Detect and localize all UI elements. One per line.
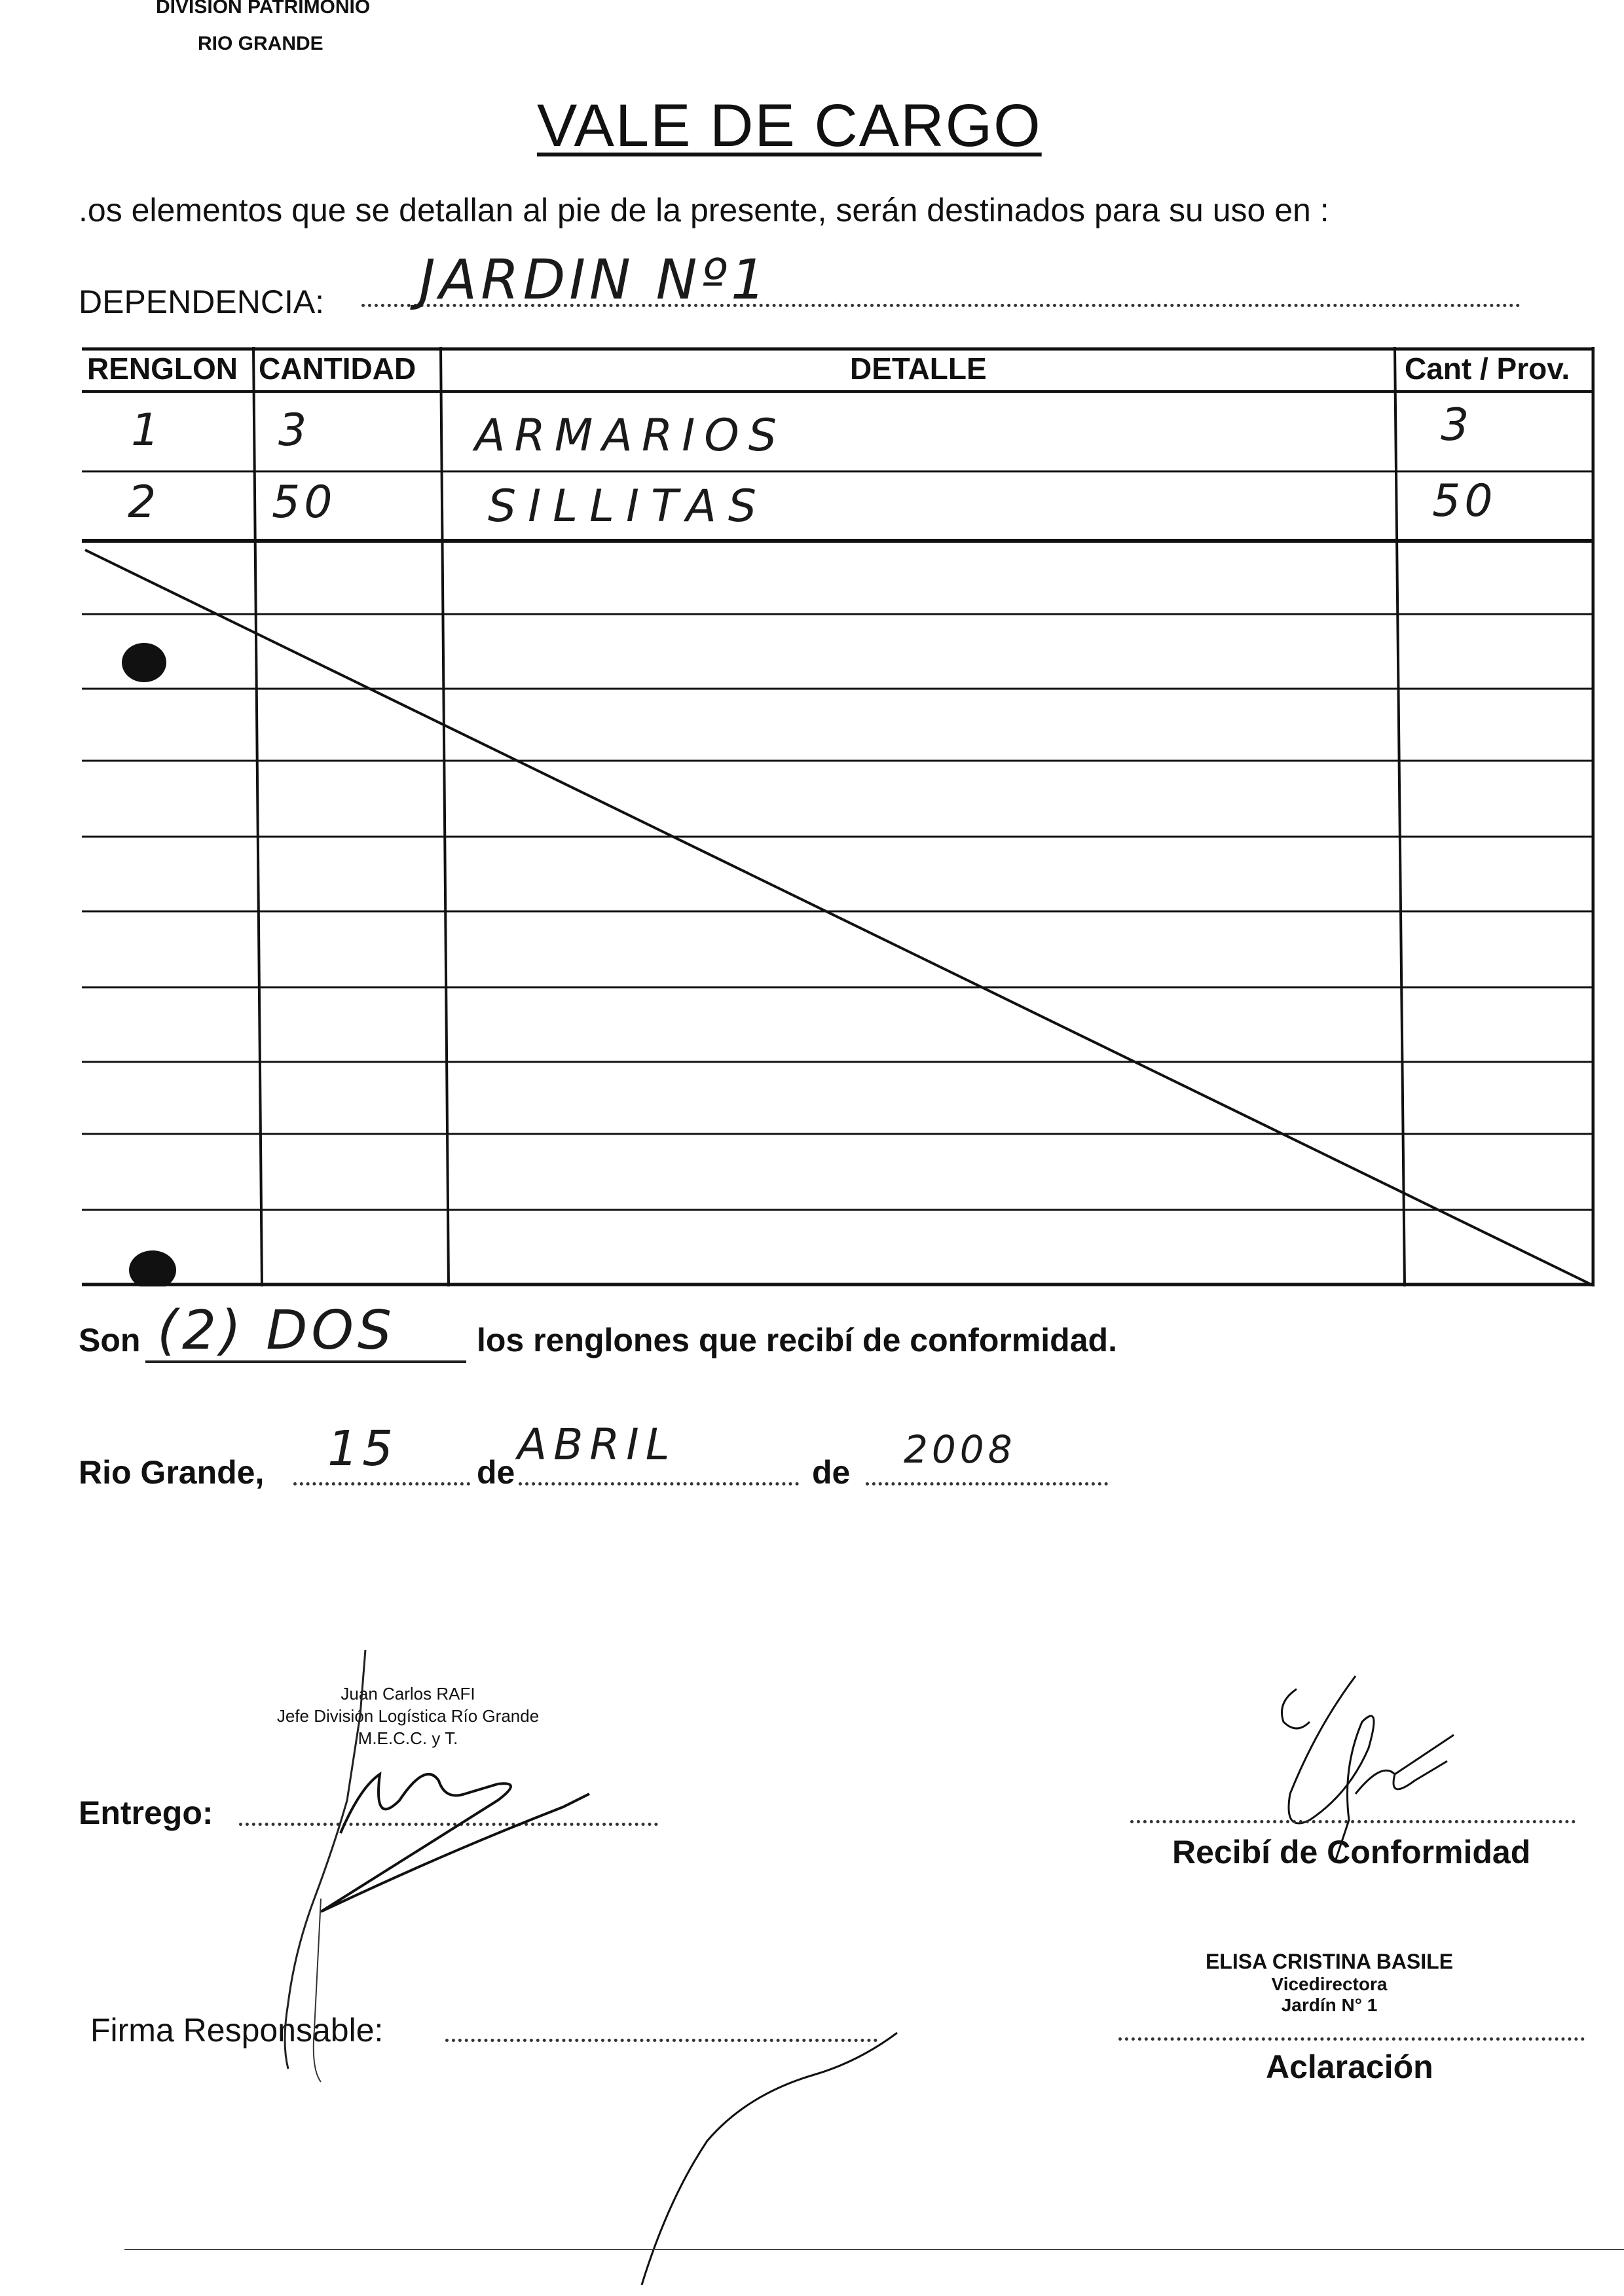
son-label: Son	[79, 1322, 141, 1358]
date-year-dots	[866, 1481, 1108, 1485]
recibi-label: Recibí de Conformidad	[1172, 1834, 1531, 1870]
recibi-stamp-org: Jardín N° 1	[1281, 1995, 1378, 2015]
row1-cantidad[interactable]: 3	[278, 405, 311, 456]
date-month[interactable]: ABRIL	[517, 1419, 676, 1470]
son-suffix: los renglones que recibí de conformidad.	[477, 1322, 1117, 1358]
son-value[interactable]: (2) DOS	[157, 1300, 396, 1362]
firma-label: Firma Responsable:	[90, 2012, 384, 2049]
dependencia-value[interactable]: JARDIN Nº1	[419, 247, 770, 312]
recibi-dotted-line	[1130, 1819, 1576, 1823]
row1-detalle[interactable]: ARMARIOS	[475, 410, 786, 462]
recibi-stamp	[1166, 1950, 1493, 2016]
header-division: DIVISION PATRIMONIO	[156, 0, 371, 18]
binder-hole-icon	[129, 1250, 176, 1286]
row1-cant-prov[interactable]: 3	[1441, 399, 1473, 451]
bottom-rule	[124, 2249, 1624, 2250]
entrego-stamp-role: Jefe División Logística Río Grande	[276, 1706, 540, 1726]
recibi-stamp-name: ELISA CRISTINA BASILE	[1205, 1950, 1454, 1973]
aclaracion-label: Aclaración	[1266, 2049, 1433, 2085]
date-day-dots	[293, 1481, 470, 1485]
entrego-signature-icon	[249, 1637, 917, 2291]
header-city: RIO GRANDE	[198, 33, 323, 54]
entrego-stamp-name: Juan Carlos RAFI	[341, 1684, 475, 1704]
row2-cant-prov[interactable]: 50	[1432, 475, 1497, 527]
date-city: Rio Grande,	[79, 1454, 265, 1491]
aclaracion-dotted-line	[1118, 2036, 1585, 2041]
row2-detalle[interactable]: SILLITAS	[488, 481, 769, 532]
entrego-label: Entrego:	[79, 1795, 213, 1831]
cancel-diagonal-line	[85, 550, 1591, 1285]
col-header-detalle: DETALLE	[850, 352, 987, 386]
date-month-dots	[519, 1481, 799, 1485]
date-year[interactable]: 2008	[904, 1427, 1016, 1472]
dependencia-label: DEPENDENCIA:	[79, 283, 325, 320]
date-de2: de	[812, 1454, 851, 1491]
col-header-cant-prov: Cant / Prov.	[1405, 352, 1570, 386]
items-table	[82, 347, 1595, 1286]
intro-text: .os elementos que se detallan al pie de la presente, serán destinados para su uso en :	[79, 192, 1329, 228]
row2-cantidad[interactable]: 50	[272, 477, 337, 528]
entrego-stamp-org: M.E.C.C. y T.	[358, 1728, 458, 1748]
row2-renglon[interactable]: 2	[128, 477, 160, 528]
date-day[interactable]: 15	[327, 1421, 397, 1477]
col-header-renglon: RENGLON	[87, 352, 238, 386]
recibi-stamp-role: Vicedirectora	[1271, 1974, 1388, 1994]
row1-renglon[interactable]: 1	[131, 405, 164, 456]
date-de1: de	[477, 1454, 515, 1491]
binder-hole-icon	[122, 643, 166, 682]
col-header-cantidad: CANTIDAD	[259, 352, 416, 386]
document-title: VALE DE CARGO	[537, 92, 1042, 159]
